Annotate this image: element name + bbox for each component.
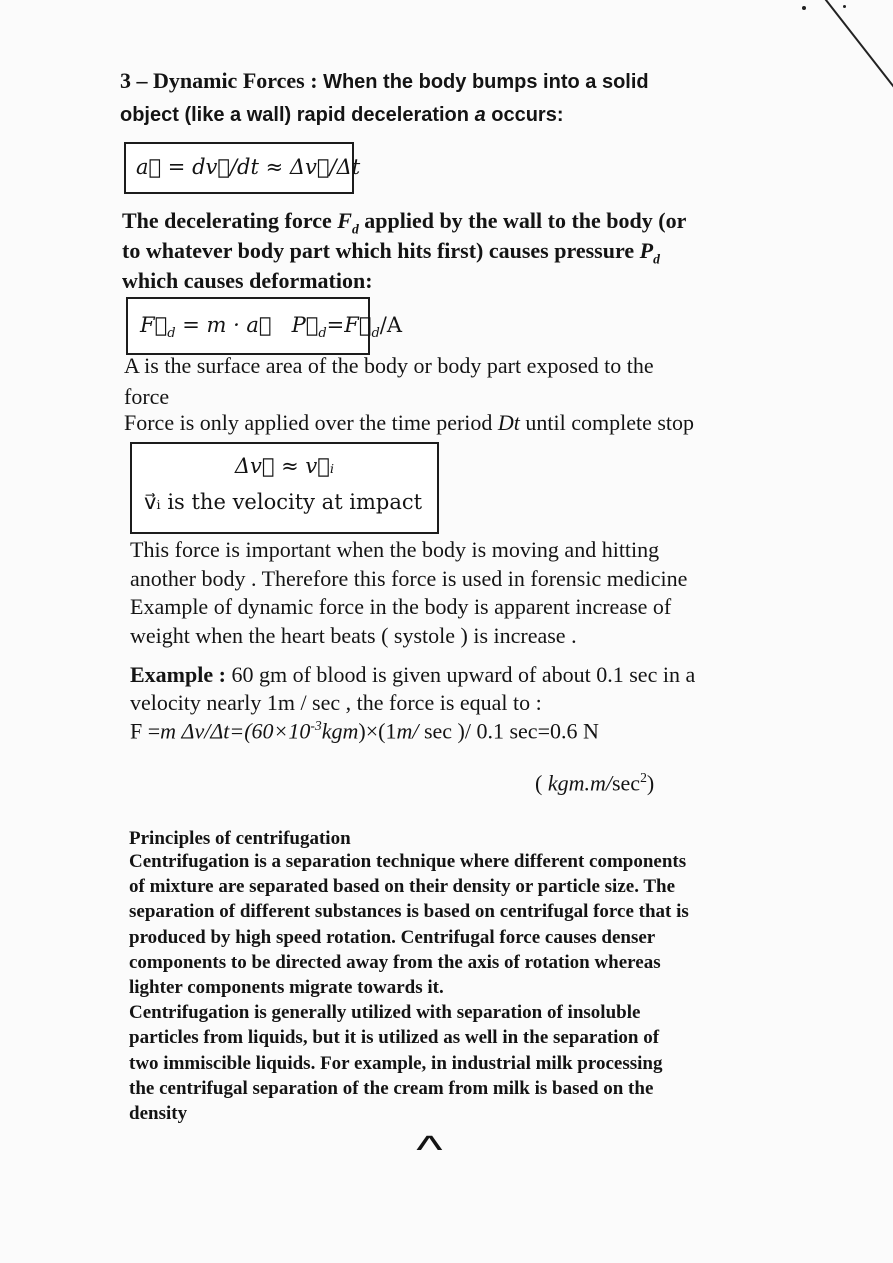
centrifugation-line: density xyxy=(129,1103,188,1125)
formula-f: F = xyxy=(130,718,161,744)
formula-exponent: -3 xyxy=(310,718,322,733)
time-var: Dt xyxy=(497,410,520,435)
para2-line: weight when the heart beats ( systole ) is increase . xyxy=(130,622,577,648)
formula-result: sec )/ 0.1 sec=0.6 N xyxy=(418,718,599,744)
scan-edge-line xyxy=(820,0,893,89)
equation-velocity-impact: v⃗ᵢ is the velocity at impact xyxy=(144,490,423,514)
eq-force-sub: d xyxy=(167,326,176,342)
para1-line2 xyxy=(122,238,660,267)
scan-speck xyxy=(843,5,846,8)
example-line2: velocity nearly 1m / sec , the force is equal to : xyxy=(130,690,542,715)
unit-paren-open: ( xyxy=(535,770,548,796)
example-line1 xyxy=(130,662,695,688)
time-text-end: until complete stop xyxy=(519,410,695,435)
unit-exponent: 2 xyxy=(640,770,647,785)
para2-line: another body . Therefore this force is used in forensic medicine xyxy=(130,565,688,591)
section-heading xyxy=(120,68,649,94)
para1-text-end: applied by the wall to the body (or xyxy=(358,208,687,233)
para2-line: Example of dynamic force in the body is apparent increase of xyxy=(130,594,672,619)
example-label: Example : xyxy=(130,662,226,687)
paragraph-importance xyxy=(130,536,687,650)
formula-mass-term: m Δv/Δt=(60×10 xyxy=(160,718,311,744)
page-mark: ^ xyxy=(416,1128,443,1172)
unit-paren-close: ) xyxy=(646,770,655,796)
centrifugation-line: Centrifugation is generally utilized with separation of insoluble xyxy=(129,1002,641,1024)
eq-pressure-sub: d xyxy=(318,326,327,342)
force-sub: d xyxy=(351,221,359,237)
area-line1: A is the surface area of the body or body part exposed to the xyxy=(124,353,654,378)
eq-force-2: F⃗ xyxy=(344,313,372,337)
eq-force-def: = m · a⃗ xyxy=(175,313,292,337)
equation-box-acceleration xyxy=(124,142,361,194)
formula-m: m/ xyxy=(396,718,419,744)
heading-line-2-end: occurs: xyxy=(485,104,564,126)
centrifugation-line: of mixture are separated based on their density or particle size. The xyxy=(129,876,676,898)
centrifugation-line: particles from liquids, but it is utilized as well in the separation of xyxy=(129,1027,660,1049)
force-var: F xyxy=(337,208,352,233)
equation-acceleration: a⃗ = dv⃗/dt ≈ Δv⃗/Δt xyxy=(136,155,361,179)
area-line2: force xyxy=(124,384,170,409)
unit-kgm: kgm.m/ xyxy=(547,770,612,796)
centrifugation-line: the centrifugal separation of the cream from milk is based on the xyxy=(129,1077,654,1099)
deceleration-var: a xyxy=(474,104,486,126)
centrifugation-line: components to be directed away from the axis of rotation whereas xyxy=(129,951,661,973)
pressure-var: P xyxy=(639,238,654,263)
eq-pressure: P⃗ xyxy=(291,313,319,337)
heading-title: Dynamic Forces : xyxy=(153,68,318,93)
unit-sec: sec xyxy=(611,770,641,796)
eq-force: F⃗ xyxy=(140,313,168,337)
time-text: Force is only applied over the time period xyxy=(124,410,498,435)
time-line xyxy=(124,410,694,436)
centrifugation-line: two immiscible liquids. For example, in industrial milk processing xyxy=(129,1052,663,1074)
equation-box-force-pressure xyxy=(126,297,403,355)
para1-line1 xyxy=(122,208,686,237)
equation-force-pressure xyxy=(140,313,402,341)
centrifugation-body xyxy=(129,849,689,1126)
para1-line2-text: to whatever body part which hits first) causes pressure xyxy=(122,238,640,263)
centrifugation-line: lighter components migrate towards it. xyxy=(129,977,444,999)
example-text: 60 gm of blood is given upward of about 0.1 sec in a xyxy=(225,662,696,687)
centrifugation-line: Centrifugation is a separation technique where different components xyxy=(129,851,687,872)
heading-line-2-text: object (like a wall) rapid deceleration xyxy=(120,104,475,126)
heading-rest: When the body bumps into a solid xyxy=(323,71,649,93)
formula-velocity: )×(1 xyxy=(358,718,397,744)
para1-line3: which causes deformation: xyxy=(122,268,373,293)
para1-text: The decelerating force xyxy=(122,208,338,233)
equation-box-velocity xyxy=(130,442,439,534)
para2-line: This force is important when the body is moving and hitting xyxy=(130,537,660,562)
formula-kgm: kgm xyxy=(321,718,359,744)
heading-number: 3 – xyxy=(120,68,148,93)
eq-equals: = xyxy=(326,313,345,337)
heading-line-2 xyxy=(120,104,564,127)
example-formula xyxy=(130,718,599,744)
scan-speck xyxy=(802,6,806,10)
eq-area: /A xyxy=(379,313,403,337)
centrifugation-line: separation of different substances is based on centrifugal force that is xyxy=(129,901,689,923)
pressure-sub: d xyxy=(653,251,660,267)
centrifugation-title: Principles of centrifugation xyxy=(129,828,351,849)
equation-delta-v: Δv⃗ ≈ v⃗ᵢ xyxy=(234,454,335,478)
example-unit xyxy=(524,744,654,796)
eq-force-2-sub: d xyxy=(371,326,380,342)
centrifugation-line: produced by high speed rotation. Centrifugal force causes denser xyxy=(129,926,656,948)
